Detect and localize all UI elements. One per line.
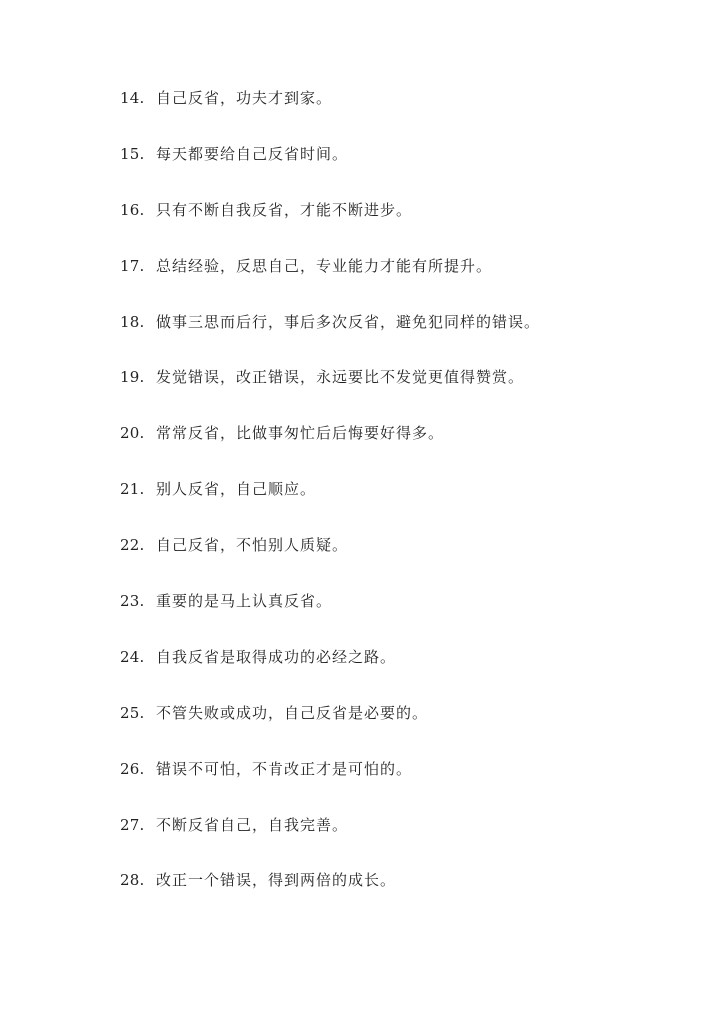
item-text: 自己反省，不怕别人质疑。 (156, 536, 349, 555)
item-number: 20. (120, 424, 145, 443)
list-item (120, 366, 680, 422)
item-text: 错误不可怕，不肯改正才是可怕的。 (156, 759, 413, 778)
item-text: 发觉错误，改正错误，永远要比不发觉更值得赞赏。 (156, 368, 525, 387)
list-item (120, 143, 680, 199)
list-item (120, 255, 680, 311)
item-text: 重要的是马上认真反省。 (156, 592, 333, 611)
item-text: 改正一个错误，得到两倍的成长。 (156, 871, 397, 890)
item-number: 25. (120, 703, 145, 722)
list-item (120, 869, 680, 925)
item-number: 23. (120, 592, 145, 611)
item-number: 24. (120, 647, 145, 666)
item-number: 26. (120, 759, 145, 778)
item-number: 22. (120, 536, 145, 555)
item-text: 不管失败或成功，自己反省是必要的。 (156, 703, 429, 722)
list-item (120, 311, 680, 367)
item-text: 别人反省，自己顺应。 (156, 480, 317, 499)
list-item (120, 758, 680, 814)
list-item (120, 422, 680, 478)
item-text: 常常反省，比做事匆忙后后悔要好得多。 (156, 424, 445, 443)
item-number: 28. (120, 871, 145, 890)
item-number: 14. (120, 89, 145, 107)
item-text: 自我反省是取得成功的必经之路。 (156, 647, 397, 666)
list-item (120, 199, 680, 255)
item-number: 15. (120, 144, 145, 163)
item-text: 总结经验，反思自己，专业能力才能有所提升。 (156, 256, 493, 275)
list-item (120, 646, 680, 702)
list-item (120, 87, 680, 143)
list-item (120, 814, 680, 870)
numbered-list (120, 87, 680, 925)
list-item (120, 534, 680, 590)
item-number: 27. (120, 815, 145, 834)
item-number: 19. (120, 368, 145, 387)
item-number: 16. (120, 200, 145, 219)
list-item (120, 590, 680, 646)
item-number: 18. (120, 312, 145, 331)
list-item (120, 702, 680, 758)
item-text: 自己反省，功夫才到家。 (156, 89, 333, 107)
item-text: 不断反省自己，自我完善。 (156, 815, 349, 834)
list-item (120, 478, 680, 534)
item-number: 17. (120, 256, 145, 275)
item-text: 做事三思而后行，事后多次反省，避免犯同样的错误。 (156, 312, 541, 331)
item-text: 只有不断自我反省，才能不断进步。 (156, 200, 413, 219)
item-text: 每天都要给自己反省时间。 (156, 144, 349, 163)
item-number: 21. (120, 480, 145, 499)
